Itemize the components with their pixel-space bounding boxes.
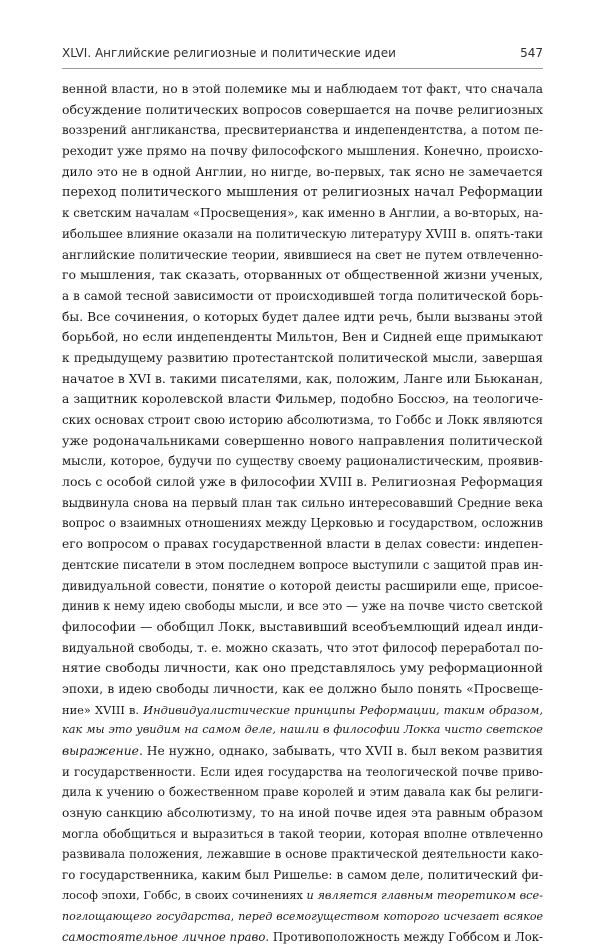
italic-run: и является главным теоретиком все- <box>306 888 543 902</box>
text-line <box>62 182 543 203</box>
text-line <box>62 844 543 865</box>
text-run: развивала положения, лежавшие в основе практической деятельности како- <box>62 847 543 862</box>
text-run: вопрос о взаимных отношениях между Церковью и государством, осложнив <box>62 516 543 531</box>
text-run: видуальной свободы, т. е. можно сказать, что этот философ переработал по- <box>62 640 543 655</box>
text-line <box>62 162 543 183</box>
text-run: лось с особой силой уже в философии XVIII в. Религиозная Реформация <box>62 474 543 490</box>
text-line <box>62 658 543 679</box>
text-run: ских основах строит свою историю абсолютизма, то Гоббс и Локк являются <box>62 413 543 427</box>
text-run: переход политического мышления от религиозных начал Реформации <box>62 184 543 200</box>
text-run: английские политические теории, явившиеся на свет не путем отвлеченно- <box>62 247 543 262</box>
text-line <box>62 927 543 948</box>
italic-run: как мы это увидим на самом деле, нашли в философии Локка чисто светское <box>62 723 543 737</box>
text-line <box>62 741 543 762</box>
text-run: философии — обобщил Локк, выставивший всеобъемлющий идеал инди- <box>62 618 543 634</box>
text-line <box>62 265 543 286</box>
text-line <box>62 120 543 141</box>
text-line <box>62 431 543 452</box>
text-line <box>62 451 543 472</box>
text-run: озную санкцию абсолютизму, то на иной почве идея эта равным образом <box>62 806 543 821</box>
text-run: воззрений англиканства, пресвитерианства и индепендентства, а потом пе- <box>62 123 543 138</box>
text-line <box>62 100 543 121</box>
text-run: дила к учению о божественном праве королей и этим давала как бы религи- <box>62 785 543 800</box>
italic-run: самостоятельное личное право <box>62 930 266 945</box>
text-line <box>62 245 543 266</box>
text-line <box>62 679 543 700</box>
text-line <box>62 513 543 534</box>
text-line <box>62 824 543 845</box>
text-run: начатое в XVI в. такими писателями, как, положим, Ланге или Бьюканан, <box>62 371 543 386</box>
italic-run: Индивидуалистические принципы Реформации, таким образом, <box>143 702 543 717</box>
text-run: ние» XVIII в. <box>62 702 144 717</box>
text-line <box>62 369 543 390</box>
text-run: эпохи, в идею свободы личности, как ее должно было понять «Просвеще- <box>62 681 543 696</box>
text-line <box>62 410 543 431</box>
text-line <box>62 720 543 741</box>
text-run: реходит уже прямо на почву философского мышления. Конечно, происхо- <box>62 144 543 159</box>
text-run: к предыдущему развитию протестантской политической мысли, завершая <box>62 350 543 365</box>
text-line <box>62 596 543 617</box>
text-line <box>62 907 543 928</box>
text-line <box>62 286 543 307</box>
text-run: выдвинула снова на первый план так сильно интересовавший Средние века <box>62 495 543 510</box>
body-text <box>62 79 543 948</box>
text-run: дило это не в одной Англии, но нигде, во-первых, так ясно не замечается <box>62 164 543 179</box>
text-line <box>62 141 543 162</box>
text-run: . Не нужно, однако, забывать, что XVII в. был веком развития <box>138 744 543 758</box>
text-line <box>62 534 543 555</box>
text-line <box>62 700 543 721</box>
text-run: лософ эпохи, Гоббс, в своих сочинениях <box>62 888 307 902</box>
running-header <box>62 46 543 66</box>
page-number: 547 <box>520 46 543 60</box>
text-run: к светским началам «Просвещения», как именно в Англии, а во-вторых, на- <box>62 206 543 221</box>
text-run: , <box>230 909 239 923</box>
text-line <box>62 224 543 245</box>
text-run: его вопросом о правах государственной власти в делах совести: индепен- <box>62 537 543 552</box>
text-run: уже родоначальниками совершенно нового направления политической <box>62 432 543 448</box>
text-run: бы. Все сочинения, о которых будет далее идти речь, были вызваны этой <box>62 309 543 324</box>
text-run: могла обобщиться и выразиться в такой теории, которая вполне отвлеченно <box>62 826 543 841</box>
text-line <box>62 348 543 369</box>
text-line <box>62 638 543 659</box>
italic-run: выражение <box>62 744 139 758</box>
text-run: динив к нему идею свободы мысли, и все это — уже на почве чисто светской <box>62 599 543 614</box>
text-line <box>62 327 543 348</box>
text-line <box>62 762 543 783</box>
text-run: дентские писатели в этом последнем вопросе выступили с защитой прав ин- <box>62 557 543 572</box>
text-line <box>62 79 543 100</box>
text-run: мысли, которое, будучи по существу своему рационалистическим, проявив- <box>62 454 543 469</box>
text-run: го мышления, так сказать, оторванных от общественной жизни ученых, <box>62 267 543 283</box>
italic-run: перед всемогуществом которого исчезает всякое <box>238 909 543 923</box>
text-run: го государственника, каким был Ришелье: в самом деле, политический фи- <box>62 868 543 883</box>
text-line <box>62 617 543 638</box>
text-run: дивидуальной совести, понятие о которой деисты расширили еще, присое- <box>62 578 543 593</box>
text-run: нятие свободы личности, как оно представлялось уму реформационной <box>62 660 543 676</box>
text-run: обсуждение политических вопросов совершается на почве религиозных <box>62 101 543 117</box>
text-run: венной власти, но в этой полемике мы и наблюдаем тот факт, что сначала <box>62 82 543 96</box>
text-line <box>62 203 543 224</box>
text-run: . Противоположность между Гоббсом и Лок- <box>265 930 543 945</box>
text-line <box>62 555 543 576</box>
text-line <box>62 307 543 328</box>
text-run: борьбой, но если индепенденты Мильтон, Вен и Сидней еще примыкают <box>62 329 543 345</box>
text-line <box>62 886 543 907</box>
text-run: а защитник королевской власти Фильмер, подобно Боссюэ, на теологиче- <box>62 392 543 407</box>
text-run: а в самой тесной зависимости от происходившей тогда политической борь- <box>62 288 543 303</box>
text-run: и государственности. Если идея государства на теологической почве приво- <box>62 764 543 779</box>
text-line <box>62 865 543 886</box>
text-line <box>62 576 543 597</box>
chapter-title: XLVI. Английские религиозные и политические идеи <box>62 46 396 60</box>
text-line <box>62 803 543 824</box>
text-line <box>62 493 543 514</box>
text-line <box>62 389 543 410</box>
text-line <box>62 782 543 803</box>
header-divider <box>62 68 543 69</box>
text-line <box>62 472 543 493</box>
italic-run: поглощающего государства <box>62 909 231 923</box>
text-run: ибольшее влияние оказали на политическую литературу XVIII в. опять-таки <box>62 226 543 241</box>
